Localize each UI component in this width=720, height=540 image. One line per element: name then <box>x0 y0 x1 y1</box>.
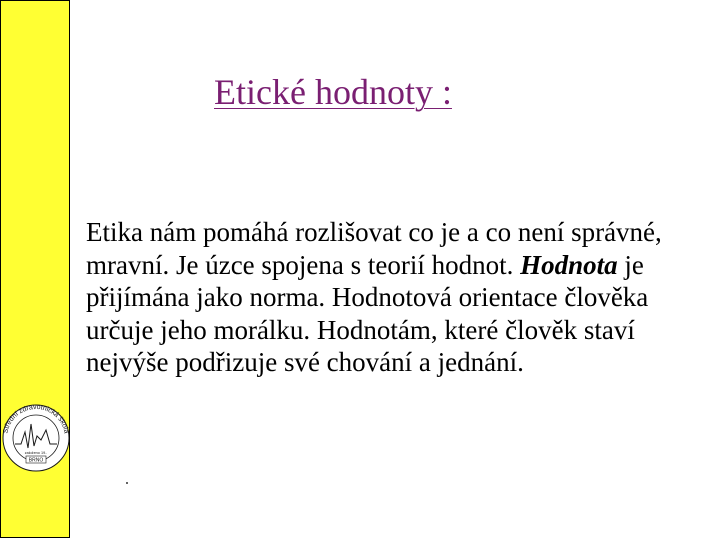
body-emphasis: Hodnota <box>520 249 618 280</box>
body-text-part-2: je přijímána jako norma. Hodnotová orientace člověka určuje jeho morálku. Hodnotám, které člověk staví nejvýše podřizuje své chování a jednání. <box>86 249 649 378</box>
school-logo <box>1 402 71 472</box>
body-text-part-1: Etika nám pomáhá rozlišovat co je a co není správné, mravní. Je úzce spojena s teorií hodnot. <box>86 217 662 280</box>
slide-title: Etické hodnoty : <box>214 72 452 112</box>
small-dot <box>126 482 128 484</box>
logo-inner-text: založeno 19.. <box>24 451 48 455</box>
logo-ring-text: Střední zdravotnická škola <box>2 403 70 435</box>
logo-box-text: BRNO <box>28 457 44 464</box>
slide-body <box>86 216 696 379</box>
